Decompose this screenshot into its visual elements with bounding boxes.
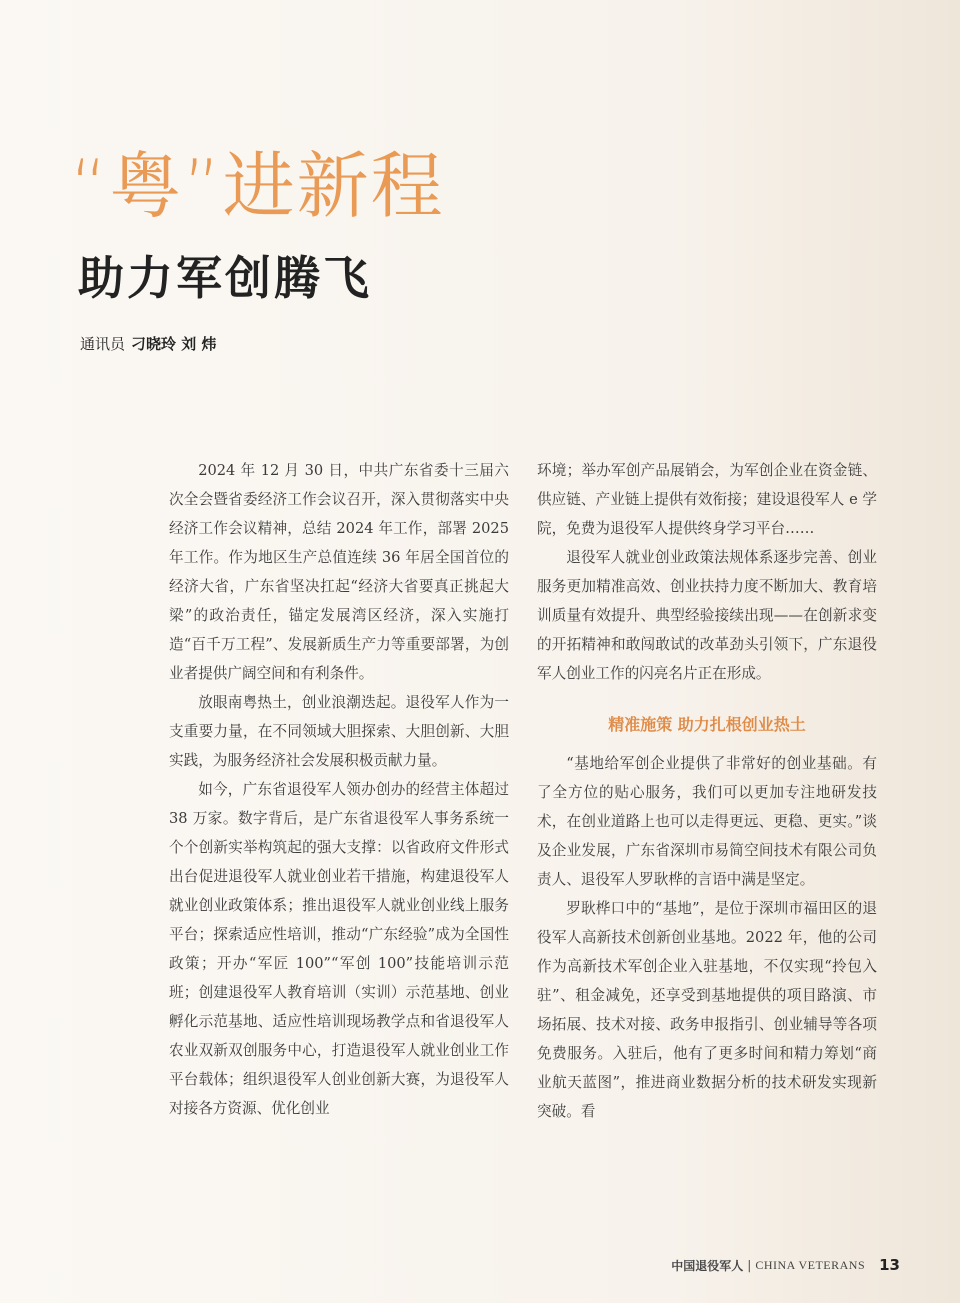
article-subtitle: 助力军创腾飞: [78, 251, 372, 305]
article-column-right: [537, 456, 877, 1126]
paragraph: 放眼南粤热土，创业浪潮迭起。退役军人作为一支重要力量，在不同领域大胆探索、大胆创新、大胆实践，为服务经济社会发展积极贡献力量。: [169, 694, 509, 769]
magazine-name-en: CHINA VETERANS: [755, 1257, 866, 1272]
byline: [80, 333, 216, 354]
paragraph: 2024 年 12 月 30 日，中共广东省委十三届六次全会暨省委经济工作会议召开，深入贯彻落实中央经济工作会议精神，总结 2024 年工作，部署 2025 年工作。作为地区生产总值连续 36 年居全国首位的经济大省，广东省坚决扛起“经济大省要真正挑起大梁”的政治责任，锚定发展湾区经济，深入实施打造“百千万工程”、发展新质生产力等重要部署，为创业者提供广阔空间和有利条件。: [169, 462, 509, 682]
byline-names: 刁晓玲 刘 炜: [131, 335, 217, 353]
page-number: 13: [879, 1256, 900, 1274]
section-heading: 精准施策 助力扎根创业热土: [608, 715, 806, 734]
footer-separator: |: [747, 1258, 752, 1272]
page-footer: [671, 1256, 900, 1274]
magazine-name: 中国退役军人: [671, 1258, 744, 1273]
paragraph: “基地给军创企业提供了非常好的创业基础。有了全方位的贴心服务，我们可以更加专注地研发技术，在创业道路上也可以走得更远、更稳、更实。”谈及企业发展，广东省深圳市易简空间技术有限公司负责人、退役军人罗耿桦的言语中满是坚定。: [537, 755, 877, 888]
paragraph: 罗耿桦口中的“基地”，是位于深圳市福田区的退役军人高新技术创新创业基地。2022 年，他的公司作为高新技术军创企业入驻基地，不仅实现“拎包入驻”、租金减免，还享受到基地提供的项目路演、市场拓展、技术对接、政务申报指引、创业辅导等各项免费服务。入驻后，他有了更多时间和精力筹划“商业航天蓝图”，推进商业数据分析的技术研发实现新突破。看: [537, 900, 877, 1120]
paragraph: 如今，广东省退役军人领办创办的经营主体超过 38 万家。数字背后，是广东省退役军人事务系统一个个创新实举构筑起的强大支撑：以省政府文件形式出台促进退役军人就业创业若干措施，构建退役军人就业创业政策体系；推出退役军人就业创业线上服务平台；探索适应性培训，推动“广东经验”成为全国性政策；开办“军匠 100”“军创 100”技能培训示范班；创建退役军人教育培训（实训）示范基地、创业孵化示范基地、适应性培训现场教学点和省退役军人农业双新双创服务中心，打造退役军人就业创业工作平台载体；组织退役军人创业创新大赛，为退役军人对接各方资源、优化创业: [169, 781, 509, 1117]
byline-label: 通讯员: [80, 335, 126, 353]
paragraph-continued: 环境；举办军创产品展销会，为军创企业在资金链、供应链、产业链上提供有效衔接；建设退役军人 e 学院，免费为退役军人提供终身学习平台……: [537, 462, 877, 537]
article-title: “粤”进新程: [70, 144, 445, 228]
article-column-left: [169, 456, 509, 1123]
paragraph: 退役军人就业创业政策法规体系逐步完善、创业服务更加精准高效、创业扶持力度不断加大、教育培训质量有效提升、典型经验接续出现——在创新求变的开拓精神和敢闯敢试的改革劲头引领下，广东退役军人创业工作的闪亮名片正在形成。: [537, 549, 877, 682]
